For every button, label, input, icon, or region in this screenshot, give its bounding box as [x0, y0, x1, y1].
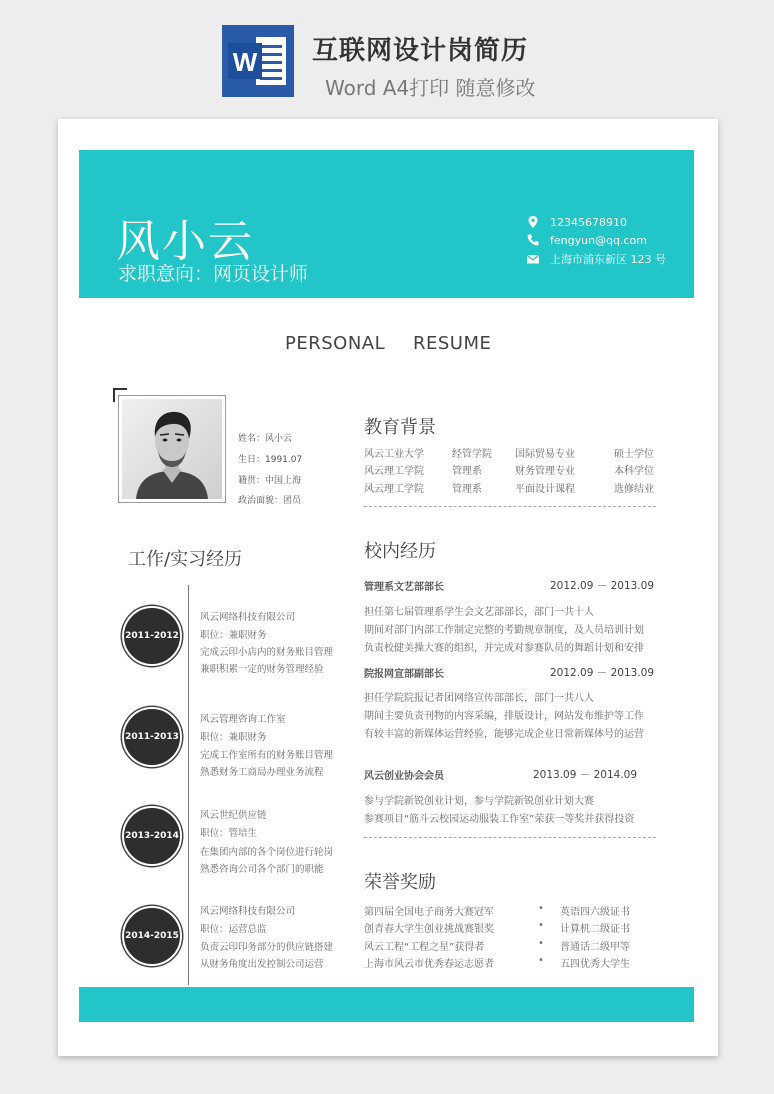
edu-dept-3: 管理系: [452, 484, 482, 495]
timeline-period-3: 2013-2014: [122, 806, 182, 866]
timeline-period-4: 2014-2015: [122, 906, 182, 966]
email-text: fengyun@qq.com: [550, 233, 648, 247]
work-desc-1b: 兼职积累一定的财务管理经验: [200, 664, 324, 675]
bullet-icon: •: [538, 903, 544, 914]
word-logo-icon: [222, 25, 294, 97]
edu-school-3: 风云理工学院: [364, 484, 424, 495]
info-politics: 政治面貌：团员: [238, 496, 302, 506]
top-bar: [0, 0, 774, 112]
address-text: 上海市浦东新区 123 号: [550, 253, 666, 266]
location-pin-icon: [526, 215, 540, 229]
bullet-icon: •: [538, 955, 544, 966]
timeline-period-2: 2011-2013: [122, 707, 182, 767]
divider: [364, 506, 656, 507]
edu-major-2: 财务管理专业: [515, 466, 575, 477]
contact-address: [526, 251, 666, 267]
page-title: 互联网设计岗简历: [312, 36, 529, 66]
honor-right-2: 计算机二级证书: [560, 924, 630, 935]
work-desc-3b: 熟悉咨询公司各个部门的职能: [200, 864, 324, 875]
work-company-4: 风云网络科技有限公司: [200, 906, 296, 917]
timeline-period-1: 2011-2012: [122, 606, 182, 666]
campus-line-1a: 担任第七届管理系学生会文艺部部长，部门一共十人: [364, 607, 594, 618]
honor-right-1: 英语四六级证书: [560, 907, 630, 918]
campus-date-3: 2013.09 － 2014.09: [533, 769, 638, 781]
photo-frame: [118, 395, 226, 503]
campus-line-2c: 有较丰富的新媒体运营经验，能够完成企业日常新媒体号的运营: [364, 729, 644, 740]
campus-line-3b: 参赛项目“筋斗云校园运动服装工作室”荣获一等奖并获得投资: [364, 814, 635, 825]
contact-email: [526, 233, 647, 247]
campus-line-2b: 期间主要负责刊物的内容采编，排版设计，网站发布维护等工作: [364, 711, 644, 722]
work-position-2: 职位：兼职财务: [200, 732, 267, 743]
page-subtitle: Word A4打印 随意修改: [325, 76, 536, 100]
resume-heading-right: RESUME: [413, 333, 492, 354]
edu-dept-1: 经管学院: [452, 449, 492, 460]
resume-heading-left: PERSONAL: [285, 333, 386, 354]
honor-right-3: 普通话二级甲等: [560, 942, 630, 953]
work-desc-4b: 从财务角度出发控制公司运营: [200, 959, 324, 970]
work-position-1: 职位：兼职财务: [200, 630, 267, 641]
candidate-name: 风小云: [116, 216, 254, 267]
campus-role-3: 风云创业协会会员: [364, 771, 444, 782]
edu-degree-2: 本科学位: [614, 466, 654, 477]
honor-left-2: 创青春大学生创业挑战赛银奖: [364, 924, 494, 935]
mail-icon: [526, 252, 540, 266]
edu-major-3: 平面设计课程: [515, 484, 575, 495]
work-company-3: 风云世纪供应链: [200, 810, 267, 821]
education-section-title: 教育背景: [364, 417, 436, 438]
work-desc-3a: 在集团内部的各个岗位进行轮岗: [200, 847, 334, 858]
bullet-icon: •: [538, 920, 544, 931]
work-desc-2b: 熟悉财务工商局办理业务流程: [200, 767, 324, 778]
edu-dept-2: 管理系: [452, 466, 482, 477]
work-position-4: 职位：运营总监: [200, 924, 267, 935]
edu-degree-1: 硕士学位: [614, 449, 654, 460]
campus-date-1: 2012.09 － 2013.09: [550, 580, 655, 592]
honor-right-4: 五四优秀大学生: [560, 959, 630, 970]
phone-icon: [526, 233, 540, 247]
campus-date-2: 2012.09 － 2013.09: [550, 667, 655, 679]
work-section-title: 工作/实习经历: [128, 549, 243, 570]
campus-line-2a: 担任学院院报记者团网络宣传部部长，部门一共八人: [364, 693, 594, 704]
honor-left-4: 上海市风云市优秀春运志愿者: [364, 959, 494, 970]
honor-left-1: 第四届全国电子商务大赛冠军: [364, 907, 494, 918]
edu-degree-3: 选修结业: [614, 484, 654, 495]
timeline-line: [188, 585, 189, 985]
campus-role-2: 院报网宣部副部长: [364, 669, 444, 680]
campus-role-1: 管理系文艺部部长: [364, 582, 444, 593]
work-position-3: 职位：管培生: [200, 828, 258, 839]
contact-phone: [526, 215, 627, 229]
work-company-2: 风云管理咨询工作室: [200, 714, 286, 725]
phone-text: 12345678910: [550, 215, 627, 229]
honors-section-title: 荣誉奖励: [364, 872, 436, 893]
work-desc-1a: 完成云印小店内的财务账目管理: [200, 647, 334, 658]
divider: [364, 837, 656, 838]
job-intent: 求职意向：网页设计师: [118, 263, 309, 285]
edu-major-1: 国际贸易专业: [515, 449, 575, 460]
campus-line-3a: 参与学院新锐创业计划，参与学院新锐创业计划大赛: [364, 796, 594, 807]
campus-section-title: 校内经历: [364, 541, 436, 562]
footer-band: [79, 987, 694, 1022]
edu-school-1: 风云工业大学: [364, 449, 424, 460]
svg-text:W: W: [232, 47, 258, 77]
avatar: [122, 399, 222, 499]
info-name: 姓名：风小云: [238, 434, 293, 444]
campus-line-1c: 负责校健美操大赛的组织，并完成对参赛队员的舞蹈计划和安排: [364, 643, 644, 654]
campus-line-1b: 期间对部门内部工作制定完整的考勤规章制度，及人员培训计划: [364, 625, 644, 636]
honor-left-3: 风云工程“工程之星”获得者: [364, 942, 485, 953]
info-origin: 籍贯：中国上海: [238, 476, 302, 486]
edu-school-2: 风云理工学院: [364, 466, 424, 477]
work-company-1: 风云网络科技有限公司: [200, 612, 296, 623]
bullet-icon: •: [538, 938, 544, 949]
work-desc-2a: 完成工作室所有的财务账目管理: [200, 750, 334, 761]
work-desc-4a: 负责云印印务部分的供应链搭建: [200, 942, 334, 953]
info-birth: 生日：1991.07: [238, 455, 303, 465]
